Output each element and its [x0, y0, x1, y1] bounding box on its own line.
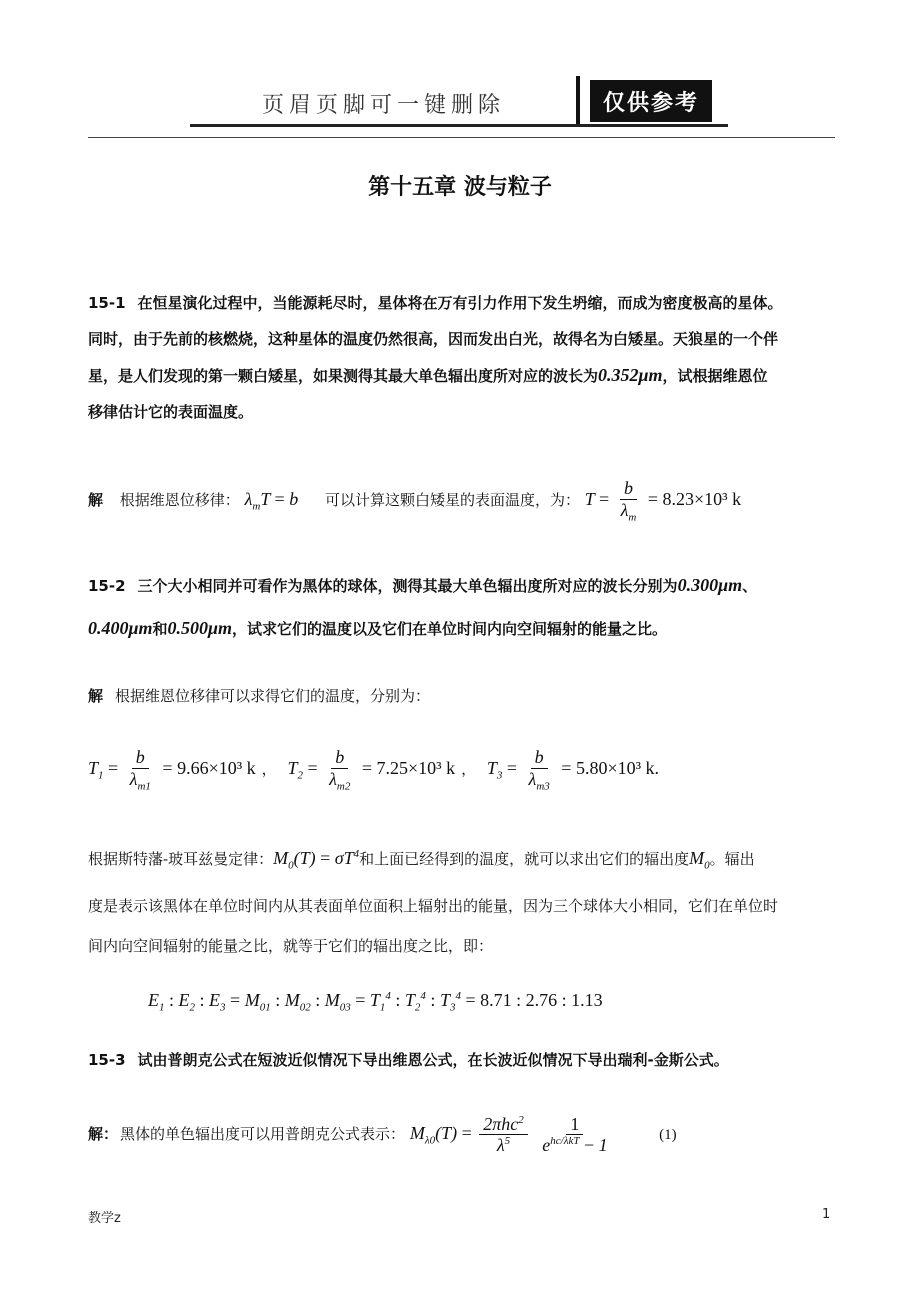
chapter-title: 第十五章 波与粒子: [368, 175, 552, 200]
problem-label: 15-2: [88, 577, 126, 595]
problem-15-3: 15-3 试由普朗克公式在短波近似情况下导出维恩公式，在长波近似情况下导出瑞利-金斯公式。: [88, 1051, 729, 1069]
wavelength-value: 0.352μm: [598, 365, 663, 385]
planck-formula: $M_{\lambda 0}(T)$ = $\frac{2\pi hc^2}{\lambda^5}$ $\frac{1}{e^{hc/\lambda kT} - 1}$: [409, 1113, 608, 1156]
problem-15-2: 15-2 三个大小相同并可看作为黑体的球体，测得其最大单色辐出度所对应的波长分别为0.300μm、 0.400μm和0.500μm，试求它们的温度以及它们在单位时间内向空间辐射的能量之比。: [88, 575, 758, 638]
solution-label: 解：: [88, 1125, 119, 1143]
problem-15-1: 15-1 在恒星演化过程中，当能源耗尽时，星体将在万有引力作用下发生坍缩，而成为密度极高的星体。 同时，由于先前的核燃烧，这种星体的温度仍然很高，因而发出白光，故得名为白矮星。天狼星的一个伴 星，是人们发现的第一颗白矮星，如果测得其最大单色辐出度所对应的波长为0.352μm，试根据维恩位 移律估计它的表面温度。: [88, 294, 783, 421]
solution-15-2-intro: 解 根据维恩位移律可以求得它们的温度，分别为：: [88, 687, 431, 705]
header-divider: [576, 76, 580, 126]
solution-15-3: 解： 黑体的单色辐出度可以用普朗克公式表示： $M_{\lambda 0}(T)$ = $\frac{2\pi hc^2}{\lambda^5}$ $\frac{1}{e^{hc/\lambda kT} - 1}$ (1): [88, 1113, 677, 1156]
solution-label: 解: [88, 687, 104, 705]
header-underline: [190, 124, 728, 127]
footer-text: 教学z: [88, 1211, 121, 1226]
stefan-boltzmann-paragraph: 根据斯特藩-玻耳兹曼定律：$M_0(T) = \sigma T^4$和上面已经得到的温度，就可以求出它们的辐出度$M_0$。辐出 度是表示该黑体在单位时间内从其表面单位面积上辐射出的能量，因为三个球体大小相同，它们在单位时 间内向空间辐射的能量之比，就等于它们的辐出度之比，即：: [88, 848, 779, 955]
header-banner-text: 页眉页脚可一键删除: [262, 93, 506, 118]
equation-number: (1): [659, 1127, 677, 1143]
stefan-boltzmann-equation: $M_0(T) = \sigma T^4$: [273, 848, 360, 872]
solution-15-1: 解 根据维恩位移律： $\lambda_mT = b$ 可以计算这颗白矮星的表面温度，为： T = $\frac{b}{\lambda_m}$ = 8.23×10³ k: [88, 478, 742, 524]
temperatures-equation: $T_1$ = $\frac{b}{\lambda_{m1}}$ = 9.66×10³ k ， $T_2$ = $\frac{b}{\lambda_{m2}}$ = 7.25×10³ k ， $T_3$ = $\frac{b}{\lambda_{m3}}$ = 5.80×10³ k.: [88, 746, 660, 793]
problem-label: 15-3: [88, 1051, 126, 1069]
header-rule: [88, 137, 835, 138]
temperature-formula: T = $\frac{b}{\lambda_m}$ = 8.23×10³ k: [584, 478, 742, 524]
header-stamp: 仅供参考: [590, 80, 712, 122]
energy-ratio-equation: $E_1$ : $E_2$ : $E_3 = M_{01}$ : $M_{02}$ : $M_{03} = T_1^4$ : $T_2^4$ : $T_3^4 = 8.71$ : 2.76 : 1.13: [148, 990, 603, 1014]
wien-equation: $\lambda_mT = b$: [244, 489, 299, 513]
page-number: 1: [822, 1207, 831, 1222]
problem-label: 15-1: [88, 294, 126, 312]
solution-label: 解: [88, 491, 104, 510]
